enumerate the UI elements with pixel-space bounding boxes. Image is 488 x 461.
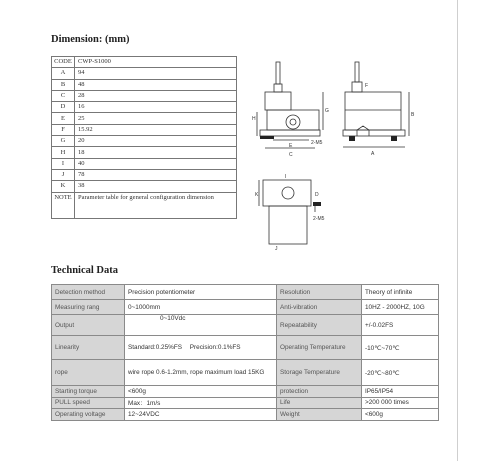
table-cell: 12~24VDC [125, 409, 277, 421]
table-label-cell: Measuring rang [52, 300, 125, 315]
table-label-cell: Weight [277, 409, 362, 421]
table-cell: <600g [125, 386, 277, 398]
table-cell: NOTE [52, 192, 75, 218]
table-row [52, 102, 237, 113]
dimension-table [51, 56, 237, 219]
drawing-label: K [255, 192, 259, 198]
table-row [52, 409, 439, 421]
table-row [52, 285, 439, 300]
table-cell: K [52, 181, 75, 192]
table-row [52, 336, 439, 360]
table-cell: Max：1m/s [125, 397, 277, 409]
technical-data-heading: Technical Data [51, 265, 118, 276]
table-cell: 94 [75, 68, 237, 79]
table-row [52, 124, 237, 135]
table-cell: Theory of infinite [362, 285, 439, 300]
table-label-cell: Repeatability [277, 315, 362, 336]
table-label-cell: Operating Temperature [277, 336, 362, 360]
table-cell: 48 [75, 79, 237, 90]
table-cell: B [52, 79, 75, 90]
table-cell: C [52, 90, 75, 101]
table-label-cell: Storage Temperature [277, 360, 362, 386]
table-cell: 38 [75, 181, 237, 192]
table-cell: G [52, 136, 75, 147]
table-cell: Parameter table for general configuration dimension [75, 192, 237, 218]
table-cell: 78 [75, 169, 237, 180]
table-cell: CODE [52, 57, 75, 68]
table-cell: <600g [362, 409, 439, 421]
front-view-drawing [245, 52, 335, 164]
table-row [52, 57, 237, 68]
table-cell: H [52, 147, 75, 158]
drawing-label: F [365, 83, 369, 89]
table-label-cell: Resolution [277, 285, 362, 300]
table-label-cell: Detection method [52, 285, 125, 300]
table-row [52, 315, 439, 336]
table-cell: 16 [75, 102, 237, 113]
table-label-cell: Linearity [52, 336, 125, 360]
table-cell: 10HZ - 2000HZ, 10G [362, 300, 439, 315]
table-cell: CWP-S1000 [75, 57, 237, 68]
linearity-standard: Standard:0.25%FS [128, 344, 182, 351]
table-cell: IP65/IP54 [362, 386, 439, 398]
table-cell: 18 [75, 147, 237, 158]
table-label-cell: rope [52, 360, 125, 386]
page-divider-line [457, 0, 458, 461]
drawing-label: G [325, 108, 329, 114]
table-cell: 15.92 [75, 124, 237, 135]
dimension-heading: Dimension: (mm) [51, 34, 130, 45]
table-cell: +/-0.02FS [362, 315, 439, 336]
table-label-cell: Anti-vibration [277, 300, 362, 315]
table-row [52, 360, 439, 386]
table-cell: -10℃~70℃ [362, 336, 439, 360]
table-row [52, 79, 237, 90]
table-row [52, 90, 237, 101]
top-view-drawing [255, 172, 335, 252]
table-cell: -20℃~80℃ [362, 360, 439, 386]
table-cell: A [52, 68, 75, 79]
table-label-cell: PULL speed [52, 397, 125, 409]
table-row [52, 192, 237, 218]
table-cell [125, 336, 277, 360]
drawing-label: I [285, 174, 287, 180]
table-label-cell: Operating voltage [52, 409, 125, 421]
table-cell: wire rope 0.6-1.2mm, rope maximum load 15KG [125, 360, 277, 386]
drawing-label: D [315, 192, 319, 198]
table-label-cell: Output [52, 315, 125, 336]
technical-data-table [51, 284, 439, 421]
drawing-label: C [289, 152, 293, 158]
table-row [52, 397, 439, 409]
table-label-cell: Starting torque [52, 386, 125, 398]
table-cell: Precision potentiometer [125, 285, 277, 300]
drawing-label: 2-M5 [313, 216, 325, 222]
drawing-label: A [371, 151, 375, 157]
table-cell: I [52, 158, 75, 169]
table-cell: D [52, 102, 75, 113]
side-view-drawing [335, 52, 425, 164]
table-cell: F [52, 124, 75, 135]
table-row [52, 300, 439, 315]
table-row [52, 68, 237, 79]
table-cell: J [52, 169, 75, 180]
table-row [52, 136, 237, 147]
table-cell: 0~10Vdc [125, 315, 277, 336]
drawing-label: 2-M5 [311, 140, 323, 146]
table-cell: 20 [75, 136, 237, 147]
table-row [52, 169, 237, 180]
linearity-precision: Precision:0.1%FS [189, 344, 241, 351]
drawing-label: E [289, 143, 293, 149]
table-cell: 25 [75, 113, 237, 124]
table-cell: E [52, 113, 75, 124]
table-cell: 28 [75, 90, 237, 101]
table-row [52, 147, 237, 158]
drawing-label: J [275, 246, 278, 252]
table-row [52, 181, 237, 192]
table-cell: >200 000 times [362, 397, 439, 409]
drawing-label: H [252, 116, 256, 122]
table-row [52, 158, 237, 169]
drawing-label: B [411, 112, 415, 118]
table-label-cell: protection [277, 386, 362, 398]
table-row [52, 386, 439, 398]
table-label-cell: Life [277, 397, 362, 409]
table-cell: 0~1000mm [125, 300, 277, 315]
table-cell: 40 [75, 158, 237, 169]
table-row [52, 113, 237, 124]
